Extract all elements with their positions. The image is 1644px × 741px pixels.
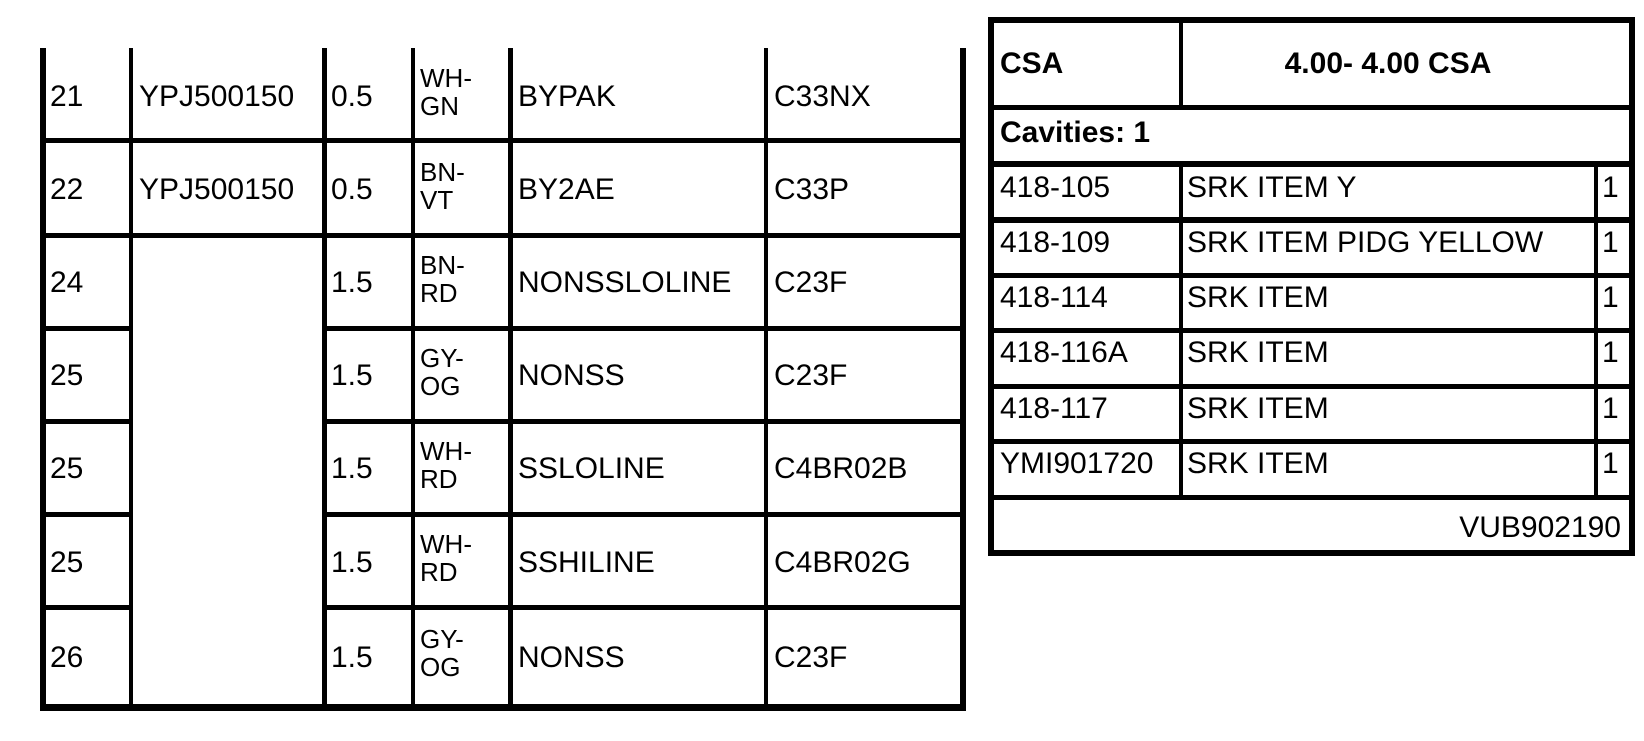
color-cell: BN- RD [420,250,465,308]
item-part: 418-109 [1000,226,1111,259]
row-divider [994,495,1629,500]
table-divider [322,48,327,711]
row-divider [40,512,131,517]
csa-header-value: 4.00- 4.00 CSA [1284,47,1492,80]
color-cell: GY- OG [420,343,464,401]
code-cell: C4BR02G [774,546,911,579]
table-border-bottom [40,704,966,711]
cavity-cell: 22 [50,173,84,206]
item-desc: SRK ITEM [1187,281,1329,314]
row-divider [40,605,131,610]
row-divider [994,273,1629,278]
table-divider [129,48,133,711]
table-divider [508,48,513,711]
table-divider [411,48,415,711]
row-divider [322,326,966,331]
item-desc: SRK ITEM [1187,392,1329,425]
item-desc: SRK ITEM Y [1187,171,1357,204]
size-cell: 1.5 [331,452,373,485]
item-qty: 1 [1602,171,1619,204]
cavity-cell: 21 [50,80,84,113]
row-divider [40,419,131,424]
circuit-cell: NONSS [518,641,625,674]
code-cell: C33NX [774,80,871,113]
code-cell: C33P [774,173,850,206]
cavity-cell: 25 [50,546,84,579]
item-qty: 1 [1602,392,1619,425]
code-cell: C23F [774,641,848,674]
circuit-cell: SSHILINE [518,546,655,579]
circuit-cell: BY2AE [518,173,615,206]
part-cell: YPJ500150 [139,173,295,206]
color-cell: WH- GN [420,63,472,121]
item-desc: SRK ITEM [1187,447,1329,480]
code-cell: C4BR02B [774,452,908,485]
item-qty: 1 [1602,226,1619,259]
part-cell: YPJ500150 [139,80,295,113]
cavities-label: Cavities: 1 [1000,116,1151,149]
row-divider [322,512,966,517]
row-divider [994,439,1629,444]
size-cell: 1.5 [331,641,373,674]
row-divider [994,217,1629,223]
size-cell: 1.5 [331,546,373,579]
row-divider [994,384,1629,389]
item-part: 418-116A [1000,336,1128,369]
row-divider [40,326,131,331]
table-divider [764,48,768,711]
row-divider [994,328,1629,333]
item-part: 418-117 [1000,392,1108,425]
csa-header-label: CSA [1000,47,1064,80]
row-divider [322,419,966,424]
table-border-left [40,48,46,711]
item-qty: 1 [1602,336,1619,369]
color-cell: BN- VT [420,157,465,215]
item-part: 418-114 [1000,281,1108,314]
row-divider [994,161,1629,167]
item-desc: SRK ITEM PIDG YELLOW [1187,226,1544,259]
color-cell: GY- OG [420,624,464,682]
size-cell: 0.5 [331,80,373,113]
column-divider [1179,161,1183,499]
item-part: YMI901720 [1000,447,1154,480]
item-qty: 1 [1602,447,1619,480]
code-cell: C23F [774,266,848,299]
item-part: 418-105 [1000,171,1111,204]
csa-panel [988,17,1635,556]
code-cell: C23F [774,359,848,392]
cavity-cell: 24 [50,266,84,299]
size-cell: 1.5 [331,266,373,299]
item-desc: SRK ITEM [1187,336,1329,369]
cavity-cell: 25 [50,359,84,392]
color-cell: WH- RD [420,436,472,494]
row-divider [322,605,966,610]
row-divider [40,233,966,238]
size-cell: 0.5 [331,173,373,206]
column-divider [1594,161,1598,499]
circuit-cell: BYPAK [518,80,616,113]
size-cell: 1.5 [331,359,373,392]
row-divider [994,105,1629,110]
cavity-cell: 26 [50,641,84,674]
row-divider [40,138,966,143]
item-qty: 1 [1602,281,1619,314]
color-cell: WH- RD [420,529,472,587]
circuit-cell: NONSS [518,359,625,392]
circuit-cell: NONSSLOLINE [518,266,732,299]
table-border-right [960,48,966,711]
circuit-cell: SSLOLINE [518,452,665,485]
cavity-cell: 25 [50,452,84,485]
footer-code: VUB902190 [1459,511,1621,544]
